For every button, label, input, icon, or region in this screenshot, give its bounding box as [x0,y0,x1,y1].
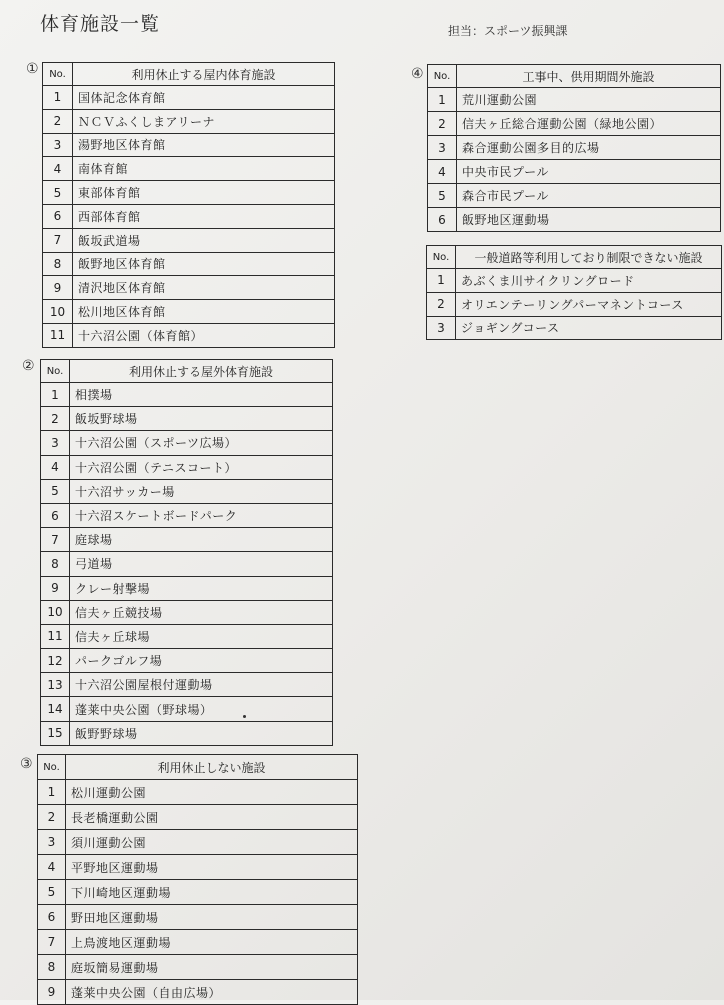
facility-name: 松川地区体育館 [73,300,335,324]
section-marker-4: ④ [411,66,424,82]
public-road-facilities-table [426,245,722,340]
facility-name: 飯野野球場 [70,721,333,745]
table-row [41,479,333,503]
table-heading: 利用休止する屋内体育施設 [73,63,335,86]
facility-name: 十六沼スケートボードパーク [70,503,333,527]
table-row [43,252,335,276]
row-number: 10 [41,600,70,624]
table-header-row [43,63,335,86]
row-number: 14 [41,697,70,721]
row-number: 2 [428,112,457,136]
table-row [43,157,335,181]
table-row [43,323,335,347]
table-row [428,160,721,184]
table-row [428,208,721,232]
table-row [41,407,333,431]
facility-name: 松川運動公園 [66,780,358,805]
table-row [38,780,358,805]
facility-name: 野田地区運動場 [66,905,358,930]
table-row [43,133,335,157]
table-row [43,228,335,252]
facility-name: 東部体育館 [73,181,335,205]
table-row [41,528,333,552]
table-row [41,697,333,721]
facility-name: 荒川運動公園 [457,88,721,112]
row-number: 5 [43,181,73,205]
row-number: 7 [38,930,66,955]
row-number: 7 [41,528,70,552]
table-row [43,181,335,205]
row-number: 1 [41,383,70,407]
facility-name: 相撲場 [70,383,333,407]
table-header-row [428,65,721,88]
table-header-row [41,360,333,383]
row-number: 11 [43,323,73,347]
row-number: 3 [38,830,66,855]
table-row [38,855,358,880]
row-number: 9 [41,576,70,600]
facility-name: 須川運動公園 [66,830,358,855]
row-number: 8 [43,252,73,276]
facility-name: パークゴルフ場 [70,649,333,673]
row-number: 15 [41,721,70,745]
table-row [41,649,333,673]
table-row [43,204,335,228]
facility-name: 長老橋運動公園 [66,805,358,830]
table-heading: 工事中、供用期間外施設 [457,65,721,88]
facility-name: 十六沼公園（テニスコート） [70,455,333,479]
facility-name: 清沢地区体育館 [73,276,335,300]
table-row [43,300,335,324]
construction-facilities-table [427,64,721,232]
row-number: 4 [43,157,73,181]
table-row [428,88,721,112]
table-row [41,576,333,600]
table-row [428,112,721,136]
row-number: 2 [41,407,70,431]
table-header-row [38,755,358,780]
table-row [41,673,333,697]
table-row [43,276,335,300]
facility-name: 信夫ヶ丘球場 [70,624,333,648]
facility-name: 中央市民プール [457,160,721,184]
section-marker-1: ① [26,61,39,77]
no-column-header: No. [41,360,70,383]
facility-name: 下川崎地区運動場 [66,880,358,905]
page-title: 体育施設一覧 [40,13,161,35]
row-number: 9 [43,276,73,300]
facility-name: 蓬莱中央公園（野球場） [70,697,333,721]
row-number: 11 [41,624,70,648]
row-number: 6 [428,208,457,232]
facility-name: あぶくま川サイクリングロード [456,269,722,293]
table-row [427,316,722,340]
facility-name: 蓬莱中央公園（自由広場） [66,980,358,1005]
row-number: 1 [38,780,66,805]
no-column-header: No. [427,246,456,269]
row-number: 4 [428,160,457,184]
row-number: 1 [427,269,456,293]
facility-name: オリエンテーリングパーマネントコース [456,292,722,316]
facility-name: 飯坂野球場 [70,407,333,431]
table-row [43,86,335,110]
facility-name: 十六沼公園（スポーツ広場） [70,431,333,455]
no-column-header: No. [38,755,66,780]
table-header-row [427,246,722,269]
table-row [428,136,721,160]
facility-name: 森合運動公園多目的広場 [457,136,721,160]
table-row [41,503,333,527]
row-number: 2 [427,292,456,316]
facility-name: 信夫ヶ丘競技場 [70,600,333,624]
row-number: 5 [428,184,457,208]
row-number: 2 [38,805,66,830]
table-heading: 利用休止しない施設 [66,755,358,780]
table-row [427,292,722,316]
table-row [43,109,335,133]
table-row [38,905,358,930]
row-number: 3 [43,133,73,157]
facility-name: 庭坂簡易運動場 [66,955,358,980]
facility-name: 信夫ヶ丘総合運動公園（緑地公園） [457,112,721,136]
row-number: 6 [38,905,66,930]
table-row [41,455,333,479]
section-marker-2: ② [22,358,35,374]
row-number: 13 [41,673,70,697]
row-number: 1 [428,88,457,112]
table-row [38,955,358,980]
facility-name: 十六沼サッカー場 [70,479,333,503]
row-number: 10 [43,300,73,324]
row-number: 8 [38,955,66,980]
row-number: 3 [41,431,70,455]
facility-name: ジョギングコース [456,316,722,340]
facility-name: クレー射撃場 [70,576,333,600]
row-number: 1 [43,86,73,110]
facility-name: 西部体育館 [73,204,335,228]
table-row [38,830,358,855]
row-number: 12 [41,649,70,673]
department-label: 担当：スポーツ振興課 [448,24,568,38]
table-row [427,269,722,293]
facility-name: ＮＣＶふくしまアリーナ [73,109,335,133]
row-number: 3 [427,316,456,340]
row-number: 9 [38,980,66,1005]
facility-name: 弓道場 [70,552,333,576]
outdoor-facilities-table [40,359,333,746]
row-number: 3 [428,136,457,160]
row-number: 7 [43,228,73,252]
facility-name: 森合市民プール [457,184,721,208]
facility-name: 十六沼公園屋根付運動場 [70,673,333,697]
table-heading: 一般道路等利用しており制限できない施設 [456,246,722,269]
table-row [41,552,333,576]
no-column-header: No. [43,63,73,86]
table-row [428,184,721,208]
table-heading: 利用休止する屋外体育施設 [70,360,333,383]
facility-name: 湯野地区体育館 [73,133,335,157]
no-column-header: No. [428,65,457,88]
table-row [41,431,333,455]
row-number: 6 [41,503,70,527]
table-row [38,805,358,830]
facility-name: 庭球場 [70,528,333,552]
facility-name: 国体記念体育館 [73,86,335,110]
indoor-facilities-table [42,62,335,348]
row-number: 8 [41,552,70,576]
row-number: 4 [38,855,66,880]
non-closed-facilities-table [37,754,358,1005]
table-row [38,930,358,955]
row-number: 5 [41,479,70,503]
facility-name: 十六沼公園（体育館） [73,323,335,347]
facility-name: 上鳥渡地区運動場 [66,930,358,955]
row-number: 2 [43,109,73,133]
facility-name: 飯野地区体育館 [73,252,335,276]
section-marker-3: ③ [20,756,33,772]
facility-name: 飯坂武道場 [73,228,335,252]
row-number: 6 [43,204,73,228]
facility-name: 飯野地区運動場 [457,208,721,232]
row-number: 5 [38,880,66,905]
facility-name: 南体育館 [73,157,335,181]
table-row [41,383,333,407]
table-row [41,624,333,648]
facility-name: 平野地区運動場 [66,855,358,880]
table-row [38,980,358,1005]
paper-speck [243,715,246,718]
row-number: 4 [41,455,70,479]
table-row [38,880,358,905]
table-row [41,600,333,624]
table-row [41,721,333,745]
